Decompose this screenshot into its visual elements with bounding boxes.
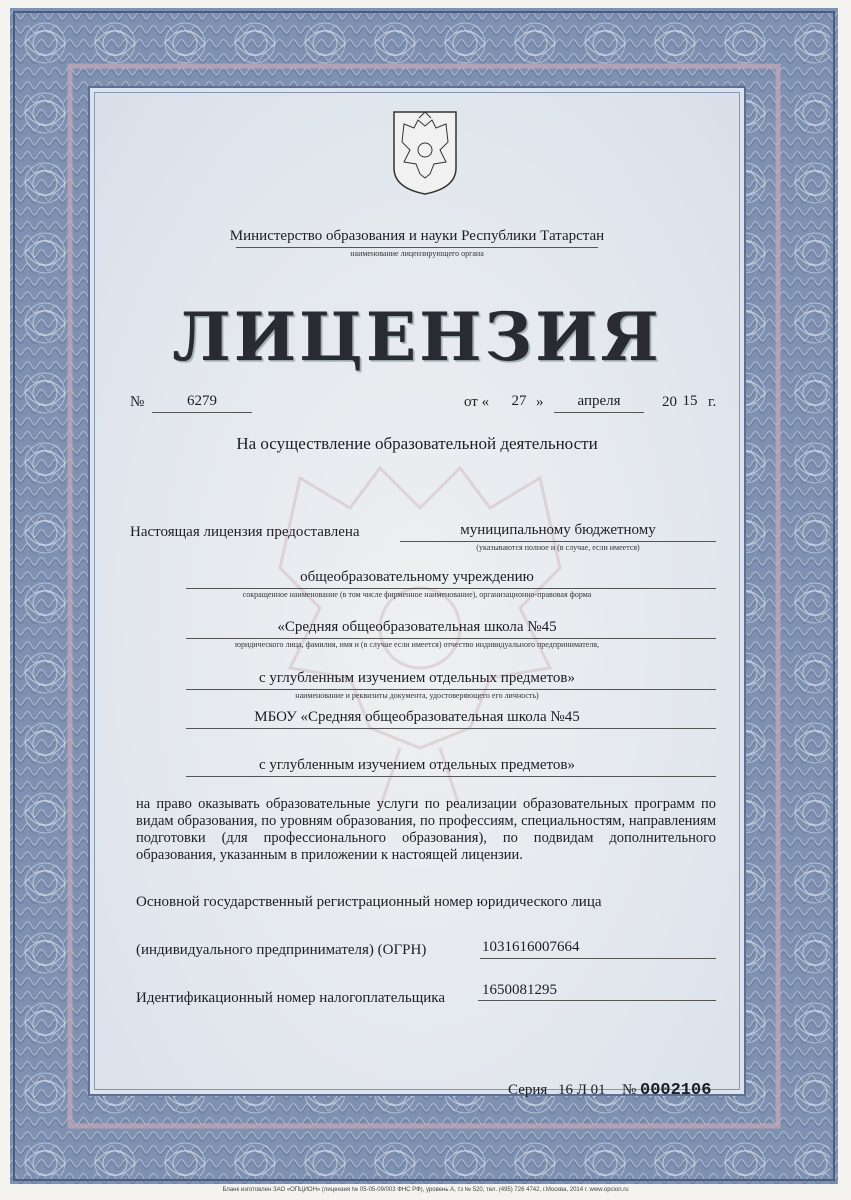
licensee-line-5: МБОУ «Средняя общеобразовательная школа №45 — [254, 709, 580, 725]
date-month: апреля — [577, 393, 621, 409]
rights-paragraph: на право оказывать образовательные услуги по реализации образовательных программ по видам образования, по уровням образования, по профессиям, специальностям, направлениям подготовки (для профессионального образования), по подвидам дополнительного образования, указанным в приложении к настоящей лицензии. — [136, 796, 716, 863]
inn-label: Идентификационный номер налогоплательщика — [136, 990, 446, 1006]
licensee-caption-1: (указываются полное и (в случае, если имеется) — [476, 543, 640, 552]
ogrn-label-1: Основной государственный регистрационный номер юридического лица — [136, 894, 602, 910]
russian-coat-of-arms-icon — [390, 108, 460, 196]
licensee-caption-3: юридического лица, фамилия, имя и (в случае если имеется) отчество индивидуального предпринимателя, — [234, 640, 600, 649]
ogrn-label-2: (индивидуального предпринимателя) (ОГРН) — [136, 942, 427, 958]
license-number: 6279 — [187, 393, 217, 409]
series-number-label: № — [622, 1082, 637, 1098]
licensee-intro: Настоящая лицензия предоставлена — [130, 524, 360, 540]
date-year-prefix: 20 — [662, 394, 677, 410]
printer-footer: Бланк изготовлен ЗАО «ОПЦИОН» (лицензия № 05-05-09/003 ФНС РФ), уровень А, тз № 520, тел. (495) 726 4742, г.Москва, 2014 г. www.opcion.ru — [222, 1187, 629, 1193]
licensee-caption-2: сокращенное наименование (в том числе фирменное наименование), организационно-правовая форма — [242, 590, 592, 599]
document-title: ЛИЦЕНЗИЯ — [172, 298, 662, 376]
series-value: 16 Л 01 — [558, 1082, 606, 1098]
issuer-caption: наименование лицензирующего органа — [350, 249, 484, 258]
license-body — [88, 86, 746, 1100]
date-day: 27 — [511, 393, 527, 409]
licensee-line-3: «Средняя общеобразовательная школа №45 — [277, 619, 557, 635]
date-year-label: г. — [708, 394, 717, 410]
series-label: Серия — [508, 1082, 548, 1098]
licensee-line-1: муниципальному бюджетному — [460, 522, 656, 538]
licensee-line-6: с углубленным изучением отдельных предметов» — [259, 757, 575, 773]
date-year-suffix: 15 — [682, 393, 698, 409]
number-label: № — [130, 394, 145, 410]
license-purpose: На осуществление образовательной деятельности — [236, 434, 598, 453]
date-prefix: от « — [464, 394, 490, 410]
ogrn-value: 1031616007664 — [482, 939, 580, 955]
date-close: » — [536, 394, 544, 410]
licensee-line-2: общеобразовательному учреждению — [300, 569, 534, 585]
series-number: 0002106 — [640, 1081, 712, 1100]
licensee-caption-4: наименование и реквизиты документа, удостоверяющего его личность) — [295, 691, 539, 700]
issuer-name: Министерство образования и науки Республики Татарстан — [229, 228, 605, 244]
inn-value: 1650081295 — [482, 982, 557, 998]
licensee-line-4: с углубленным изучением отдельных предметов» — [259, 670, 575, 686]
